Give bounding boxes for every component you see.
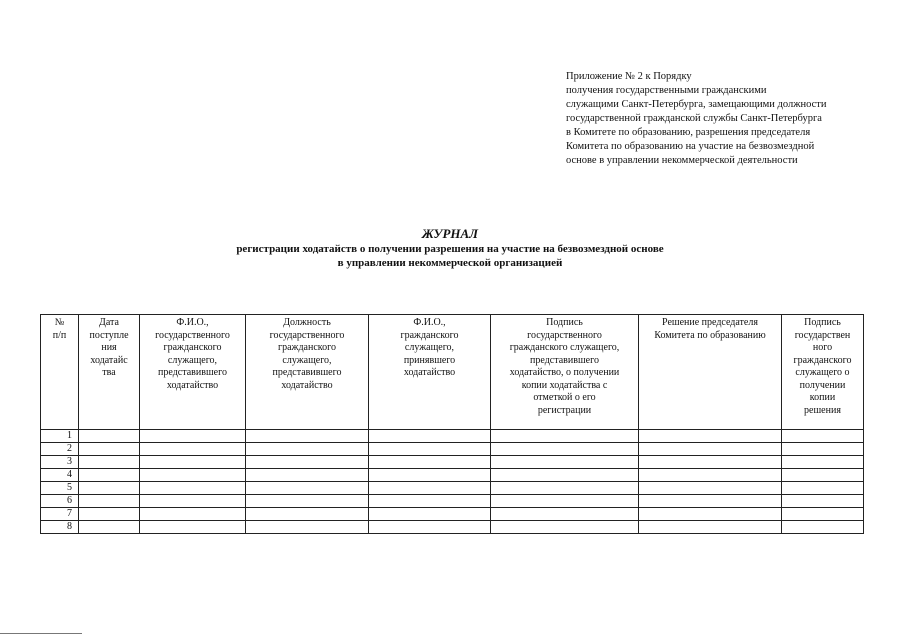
title-subtitle-line: регистрации ходатайств о получении разрешения на участие на безвозмездной основе <box>236 243 664 255</box>
table-cell <box>79 443 140 456</box>
table-cell <box>140 469 246 482</box>
table-cell <box>369 430 491 443</box>
appendix-note <box>566 70 886 168</box>
table-header-row <box>41 315 864 430</box>
row-number: 5 <box>41 482 79 495</box>
appendix-line: основе в управлении некоммерческой деятельности <box>566 155 798 166</box>
column-header-line: Ф.И.О., <box>413 317 446 328</box>
table-cell <box>639 443 782 456</box>
column-header-line: служащего о <box>795 367 850 378</box>
row-number: 1 <box>41 430 79 443</box>
appendix-line: служащими Санкт-Петербурга, замещающими должности <box>566 99 827 110</box>
column-header-line: № <box>54 317 65 328</box>
column-header-line: гражданского <box>163 342 222 353</box>
table-row <box>41 495 864 508</box>
table-cell <box>639 456 782 469</box>
column-header-line: поступле <box>89 329 129 341</box>
column-header-line: регистрации <box>537 404 592 416</box>
table-cell <box>369 521 491 534</box>
column-header-line: Подпись <box>546 317 583 328</box>
column-header-line: представившего <box>158 367 227 378</box>
table-cell <box>369 443 491 456</box>
column-header-line: копии <box>809 392 836 403</box>
table-cell <box>639 482 782 495</box>
table-row <box>41 508 864 521</box>
column-header <box>246 315 369 430</box>
table-cell <box>491 456 639 469</box>
column-header-line: отметкой о его <box>533 392 596 403</box>
table-cell <box>782 482 864 495</box>
table-cell <box>79 469 140 482</box>
table-cell <box>491 430 639 443</box>
table-row <box>41 521 864 534</box>
journal-table <box>40 314 864 534</box>
column-header <box>140 315 246 430</box>
column-header-line: ходатайство <box>403 367 456 378</box>
table-row <box>41 469 864 482</box>
column-header-line: копии ходатайства с <box>521 379 608 391</box>
column-header-line: гражданского <box>400 329 459 341</box>
column-header-line: Дата <box>99 317 119 328</box>
table-cell <box>79 482 140 495</box>
column-header-line: гражданского служащего, <box>509 342 620 353</box>
column-header <box>79 315 140 430</box>
table-cell <box>491 482 639 495</box>
table-cell <box>491 508 639 521</box>
table-cell <box>491 443 639 456</box>
table-cell <box>782 521 864 534</box>
table-cell <box>246 456 369 469</box>
table-cell <box>79 495 140 508</box>
column-header-line: ного <box>812 342 833 353</box>
column-header-line: представившего <box>272 367 342 378</box>
table-cell <box>246 482 369 495</box>
table-cell <box>639 469 782 482</box>
table-cell <box>140 456 246 469</box>
table-cell <box>782 430 864 443</box>
column-header-line: принявшего <box>403 354 456 366</box>
column-header-line: служащего, <box>282 354 332 366</box>
column-header-line: получении <box>799 379 846 391</box>
table-cell <box>140 521 246 534</box>
table-cell <box>782 443 864 456</box>
table-cell <box>140 443 246 456</box>
table-cell <box>140 508 246 521</box>
column-header <box>41 315 79 430</box>
column-header-line: тва <box>102 367 116 378</box>
table-cell <box>491 495 639 508</box>
column-header-line: Подпись <box>804 317 841 328</box>
column-header-line: ния <box>101 342 117 353</box>
table-body <box>41 430 864 534</box>
column-header <box>639 315 782 430</box>
column-header-line: государствен <box>794 329 851 341</box>
table-cell <box>491 469 639 482</box>
column-header <box>491 315 639 430</box>
appendix-line: Комитета по образованию на участие на безвозмездной <box>566 141 815 152</box>
column-header-line: Решение председателя <box>662 317 758 328</box>
row-number: 4 <box>41 469 79 482</box>
table-cell <box>246 521 369 534</box>
table-cell <box>79 521 140 534</box>
table-row <box>41 456 864 469</box>
column-header-line: гражданского <box>278 342 336 353</box>
column-header-line: служащего, <box>167 354 218 366</box>
column-header-line: ходатайство <box>281 379 333 391</box>
table-row <box>41 482 864 495</box>
column-header-line: решения <box>804 404 841 416</box>
column-header <box>782 315 864 430</box>
table-cell <box>639 495 782 508</box>
document-title <box>150 226 750 270</box>
table-cell <box>639 521 782 534</box>
table-cell <box>782 495 864 508</box>
table-cell <box>782 469 864 482</box>
column-header-line: ходатайство <box>166 379 219 391</box>
column-header-line: Ф.И.О., <box>176 317 209 328</box>
table-cell <box>79 430 140 443</box>
table-row <box>41 443 864 456</box>
table-cell <box>140 482 246 495</box>
row-number: 2 <box>41 443 79 456</box>
table-cell <box>140 495 246 508</box>
table-cell <box>246 430 369 443</box>
column-header-line: Комитета по образованию <box>654 329 766 341</box>
appendix-line: получения государственными гражданскими <box>566 85 767 96</box>
table-cell <box>246 443 369 456</box>
scan-edge-mark <box>0 633 82 634</box>
table-cell <box>639 508 782 521</box>
table-cell <box>782 456 864 469</box>
column-header-line: ходатайс <box>90 354 128 366</box>
table-cell <box>369 482 491 495</box>
row-number: 7 <box>41 508 79 521</box>
table-cell <box>639 430 782 443</box>
table-row <box>41 430 864 443</box>
row-number: 8 <box>41 521 79 534</box>
appendix-line: в Комитете по образованию, разрешения председателя <box>566 127 811 138</box>
table-cell <box>369 456 491 469</box>
title-subtitle-line: в управлении некоммерческой организацией <box>337 257 563 269</box>
table-cell <box>79 508 140 521</box>
table-cell <box>369 495 491 508</box>
column-header-line: государственного <box>527 329 602 341</box>
row-number: 6 <box>41 495 79 508</box>
table-cell <box>246 469 369 482</box>
column-header-line: государственного <box>269 329 345 341</box>
title-main: ЖУРНАЛ <box>421 226 479 241</box>
table-cell <box>369 508 491 521</box>
table-cell <box>79 456 140 469</box>
column-header-line: Должность <box>283 317 331 328</box>
table-cell <box>782 508 864 521</box>
appendix-line: государственной гражданской службы Санкт-Петербурга <box>566 113 822 124</box>
appendix-line: Приложение № 2 к Порядку <box>566 71 692 82</box>
row-number: 3 <box>41 456 79 469</box>
table-cell <box>140 430 246 443</box>
table-cell <box>246 508 369 521</box>
column-header-line: ходатайство, о получении <box>509 367 620 378</box>
table-cell <box>369 469 491 482</box>
column-header-line: государственного <box>155 329 230 341</box>
table-cell <box>246 495 369 508</box>
column-header-line: п/п <box>52 329 67 341</box>
column-header-line: представившего <box>530 354 599 366</box>
column-header-line: гражданского <box>793 354 852 366</box>
column-header <box>369 315 491 430</box>
table-cell <box>491 521 639 534</box>
column-header-line: служащего, <box>404 342 455 353</box>
